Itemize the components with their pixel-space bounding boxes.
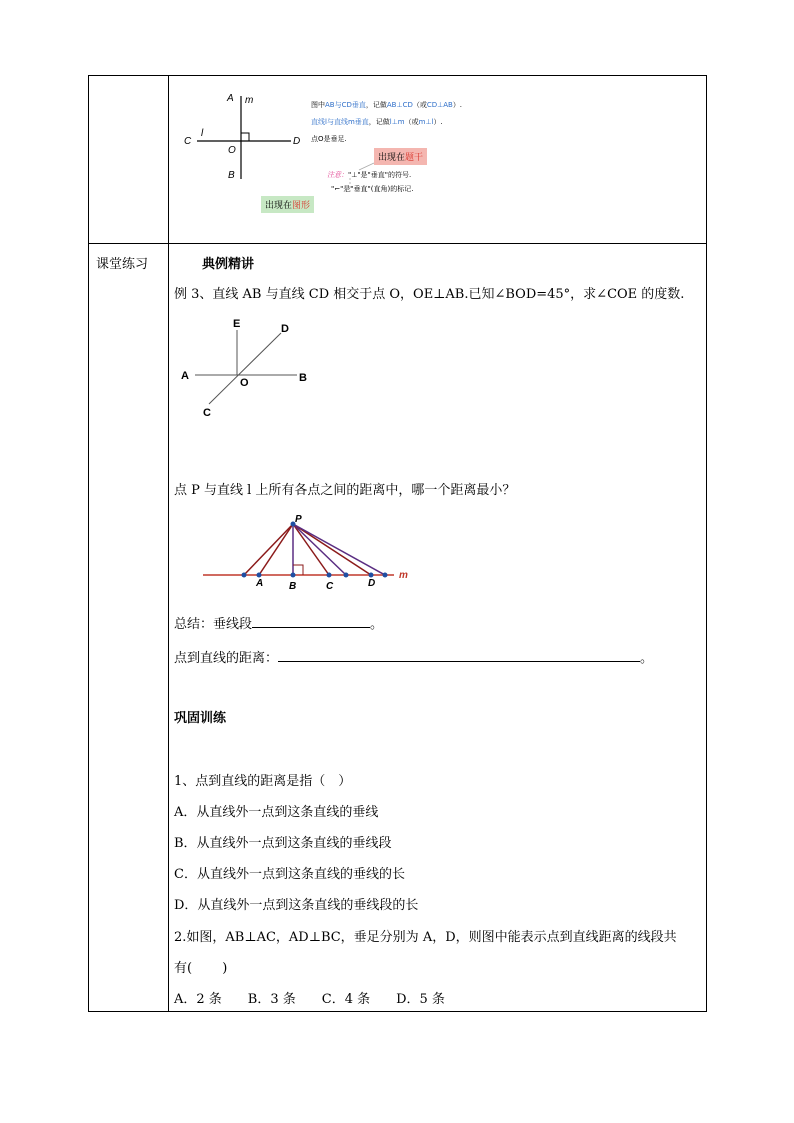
question-2-options: A．2 条 B．3 条 C．4 条 D．5 条 bbox=[174, 992, 445, 1007]
tag-in-question: 出现在题干 bbox=[374, 148, 427, 165]
section-title-training: 巩固训练 bbox=[174, 711, 227, 726]
question-1: 1、点到直线的距离是指（ ） bbox=[174, 774, 352, 789]
question-point-p: 点 P 与直线 l 上所有各点之间的距离中，哪一个距离最小？ bbox=[174, 483, 516, 498]
fig-label-A: A bbox=[227, 93, 234, 104]
fig2-label-C: C bbox=[326, 581, 334, 592]
fig1-label-D: D bbox=[281, 323, 289, 335]
distance-line: 点到直线的距离： 。 bbox=[174, 647, 653, 666]
question-1-option-c: C．从直线外一点到这条直线的垂线的长 bbox=[174, 867, 405, 882]
fig-label-C: C bbox=[184, 136, 192, 147]
fig-label-D: D bbox=[293, 136, 301, 147]
question-1-option-a: A．从直线外一点到这条直线的垂线 bbox=[174, 805, 379, 820]
fig-label-O: O bbox=[228, 145, 236, 156]
row-divider bbox=[89, 243, 706, 244]
perpendicular-figure bbox=[179, 86, 319, 186]
question-1-option-d: D．从直线外一点到这条直线的垂线段的长 bbox=[174, 898, 419, 913]
fig1-label-A: A bbox=[181, 370, 189, 382]
question-2-line-1: 2.如图，AB⊥AC，AD⊥BC，垂足分别为 A，D，则图中能表示点到直线距离的线段共 bbox=[174, 930, 677, 945]
lesson-table bbox=[88, 75, 707, 1012]
fig1-label-O: O bbox=[240, 377, 249, 389]
fig2-label-A: A bbox=[256, 578, 264, 589]
summary-blank bbox=[252, 614, 370, 628]
summary-line: 总结：垂线段 。 bbox=[174, 613, 383, 632]
fig1-label-B: B bbox=[299, 372, 307, 384]
tag-in-figure: 出现在图形 bbox=[261, 196, 314, 213]
note-attention-a: 注意："⊥"是"垂直"的符号. bbox=[327, 171, 412, 179]
fig2-label-D: D bbox=[368, 578, 376, 589]
intersecting-lines-figure bbox=[177, 312, 317, 422]
fig2-label-m: m bbox=[399, 570, 408, 581]
question-2-line-2: 有( ) bbox=[174, 961, 228, 976]
note-line-3: 点O是垂足. bbox=[311, 135, 347, 143]
question-1-option-b: B．从直线外一点到这条直线的垂线段 bbox=[174, 836, 392, 851]
fig1-label-C: C bbox=[203, 407, 211, 419]
section-title-examples: 典例精讲 bbox=[202, 257, 255, 272]
fig-label-l: l bbox=[201, 128, 204, 139]
shortest-distance-figure bbox=[199, 514, 429, 594]
arrow-connector bbox=[347, 160, 387, 200]
column-divider bbox=[168, 76, 169, 1011]
fig2-label-B: B bbox=[289, 581, 297, 592]
distance-blank bbox=[278, 648, 640, 662]
fig1-label-E: E bbox=[233, 318, 241, 330]
fig-label-B: B bbox=[228, 170, 235, 181]
example-3-text: 例 3、直线 AB 与直线 CD 相交于点 O，OE⊥AB.已知∠BOD=45°，求∠COE 的度数. bbox=[174, 287, 685, 302]
fig-label-m: m bbox=[245, 95, 254, 106]
row-label-practice: 课堂练习 bbox=[96, 257, 149, 272]
note-line-2: 直线l与直线m垂直，记做l⊥m（或m⊥l）. bbox=[311, 118, 443, 126]
fig2-label-P: P bbox=[295, 514, 302, 525]
note-line-1: 图中AB与CD垂直，记做AB⊥CD（或CD⊥AB）. bbox=[311, 101, 463, 109]
note-attention-b: "⌐"是"垂直"(直角)的标记. bbox=[331, 185, 414, 193]
